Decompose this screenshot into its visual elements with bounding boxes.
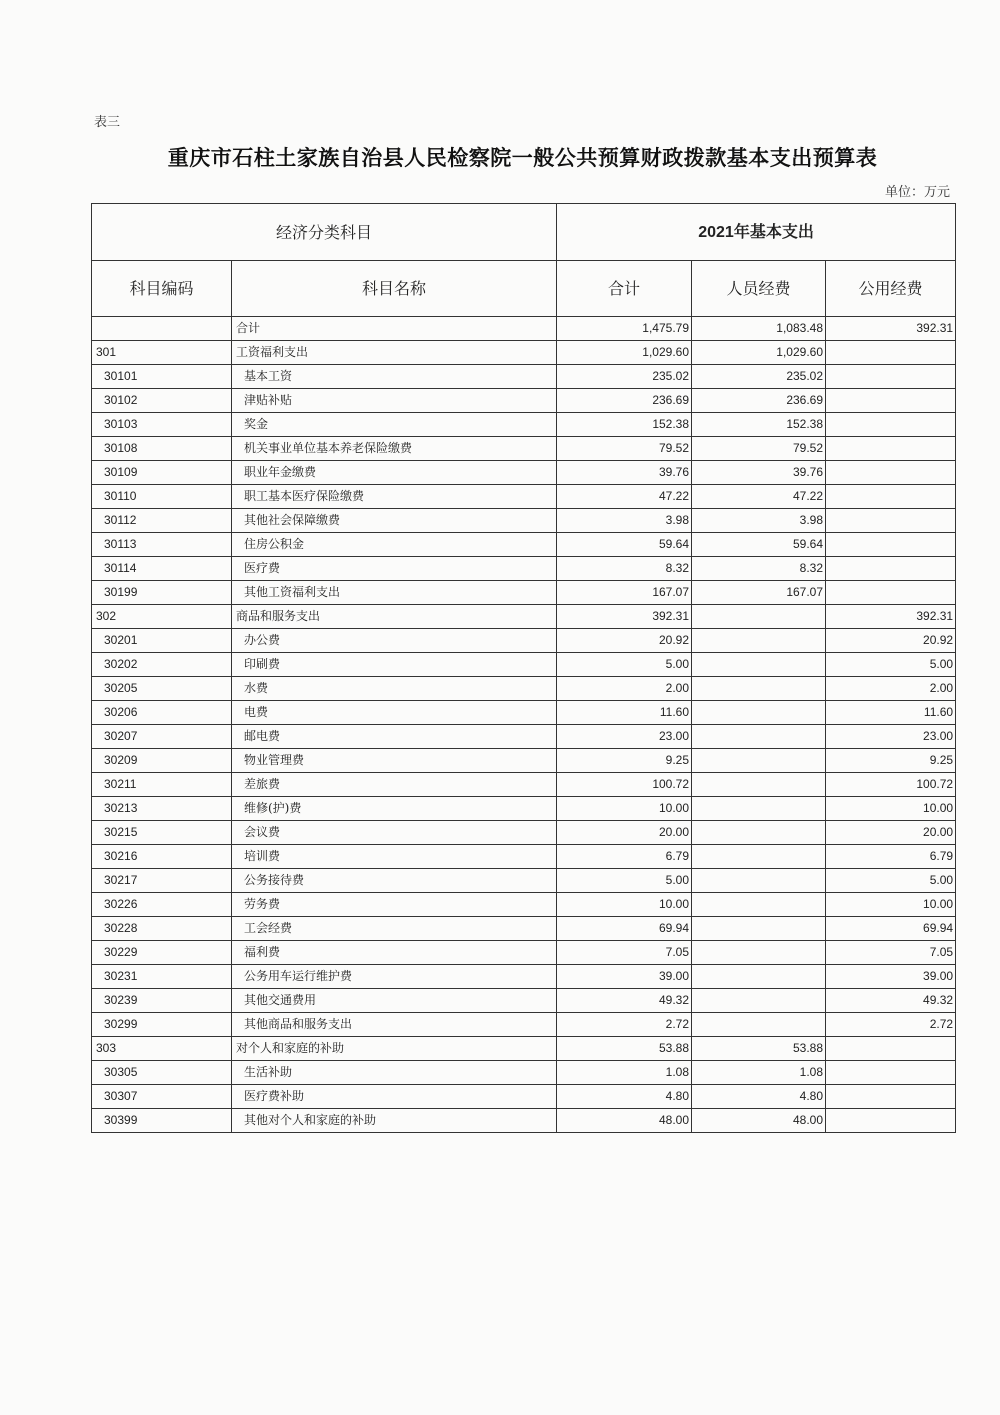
row-code: 30305	[92, 1061, 232, 1085]
row-total: 100.72	[557, 773, 692, 797]
row-total: 236.69	[557, 389, 692, 413]
row-public: 9.25	[826, 749, 956, 773]
row-code: 30202	[92, 653, 232, 677]
row-public: 392.31	[826, 317, 956, 341]
table-row	[92, 1109, 956, 1133]
table-row	[92, 533, 956, 557]
row-total: 8.32	[557, 557, 692, 581]
table-row	[92, 965, 956, 989]
row-code: 301	[92, 341, 232, 365]
row-total: 23.00	[557, 725, 692, 749]
row-personnel	[692, 821, 826, 845]
row-total: 11.60	[557, 701, 692, 725]
row-name: 职工基本医疗保险缴费	[232, 485, 557, 509]
row-personnel	[692, 701, 826, 725]
row-public	[826, 365, 956, 389]
table-row	[92, 509, 956, 533]
row-personnel	[692, 653, 826, 677]
row-name: 物业管理费	[232, 749, 557, 773]
row-public: 5.00	[826, 869, 956, 893]
row-total: 48.00	[557, 1109, 692, 1133]
row-personnel: 235.02	[692, 365, 826, 389]
row-public	[826, 581, 956, 605]
row-code: 303	[92, 1037, 232, 1061]
row-personnel	[692, 797, 826, 821]
row-name: 其他对个人和家庭的补助	[232, 1109, 557, 1133]
row-total: 47.22	[557, 485, 692, 509]
row-code: 30229	[92, 941, 232, 965]
row-total: 2.00	[557, 677, 692, 701]
table-label: 表三	[94, 115, 121, 130]
row-personnel: 53.88	[692, 1037, 826, 1061]
row-code: 30231	[92, 965, 232, 989]
table-row	[92, 749, 956, 773]
row-personnel	[692, 845, 826, 869]
row-personnel	[692, 989, 826, 1013]
row-name: 医疗费	[232, 557, 557, 581]
row-public	[826, 485, 956, 509]
row-personnel	[692, 605, 826, 629]
row-personnel: 3.98	[692, 509, 826, 533]
header-row-columns	[92, 261, 956, 317]
row-total: 152.38	[557, 413, 692, 437]
row-public: 2.72	[826, 1013, 956, 1037]
row-code: 30216	[92, 845, 232, 869]
table-row	[92, 1037, 956, 1061]
row-personnel: 59.64	[692, 533, 826, 557]
row-public	[826, 461, 956, 485]
header-year-group: 2021年基本支出	[557, 204, 956, 261]
table-row	[92, 629, 956, 653]
row-code: 30211	[92, 773, 232, 797]
row-total: 167.07	[557, 581, 692, 605]
row-total: 59.64	[557, 533, 692, 557]
row-total: 1,475.79	[557, 317, 692, 341]
header-personnel: 人员经费	[692, 261, 826, 317]
row-personnel	[692, 917, 826, 941]
table-row	[92, 557, 956, 581]
header-code: 科目编码	[92, 261, 232, 317]
table-row	[92, 797, 956, 821]
row-public	[826, 389, 956, 413]
row-public: 11.60	[826, 701, 956, 725]
row-personnel	[692, 677, 826, 701]
row-personnel: 48.00	[692, 1109, 826, 1133]
row-total: 39.76	[557, 461, 692, 485]
table-row	[92, 317, 956, 341]
row-total: 20.92	[557, 629, 692, 653]
row-name: 印刷费	[232, 653, 557, 677]
row-public: 10.00	[826, 797, 956, 821]
header-category: 经济分类科目	[92, 204, 557, 261]
table-row	[92, 653, 956, 677]
row-name: 奖金	[232, 413, 557, 437]
row-personnel	[692, 773, 826, 797]
table-row	[92, 845, 956, 869]
header-total: 合计	[557, 261, 692, 317]
row-public	[826, 1085, 956, 1109]
row-personnel: 167.07	[692, 581, 826, 605]
row-public: 20.00	[826, 821, 956, 845]
row-personnel: 152.38	[692, 413, 826, 437]
row-personnel: 8.32	[692, 557, 826, 581]
row-total: 79.52	[557, 437, 692, 461]
row-total: 1.08	[557, 1061, 692, 1085]
row-public: 6.79	[826, 845, 956, 869]
row-public: 49.32	[826, 989, 956, 1013]
row-name: 生活补助	[232, 1061, 557, 1085]
row-code: 30213	[92, 797, 232, 821]
row-code: 30110	[92, 485, 232, 509]
row-code: 30199	[92, 581, 232, 605]
row-public	[826, 437, 956, 461]
row-personnel	[692, 749, 826, 773]
row-public: 5.00	[826, 653, 956, 677]
row-code: 302	[92, 605, 232, 629]
row-total: 3.98	[557, 509, 692, 533]
row-name: 福利费	[232, 941, 557, 965]
row-personnel: 47.22	[692, 485, 826, 509]
row-code: 30114	[92, 557, 232, 581]
row-code: 30108	[92, 437, 232, 461]
row-name: 劳务费	[232, 893, 557, 917]
row-code: 30112	[92, 509, 232, 533]
row-total: 5.00	[557, 653, 692, 677]
row-total: 2.72	[557, 1013, 692, 1037]
row-public	[826, 1109, 956, 1133]
row-code: 30205	[92, 677, 232, 701]
row-personnel	[692, 893, 826, 917]
row-name: 职业年金缴费	[232, 461, 557, 485]
row-personnel: 236.69	[692, 389, 826, 413]
row-name: 邮电费	[232, 725, 557, 749]
table-row	[92, 677, 956, 701]
row-name: 差旅费	[232, 773, 557, 797]
row-personnel: 39.76	[692, 461, 826, 485]
row-public: 20.92	[826, 629, 956, 653]
row-personnel	[692, 941, 826, 965]
row-code: 30102	[92, 389, 232, 413]
row-public	[826, 1037, 956, 1061]
row-personnel: 1.08	[692, 1061, 826, 1085]
row-name: 培训费	[232, 845, 557, 869]
row-code: 30206	[92, 701, 232, 725]
row-name: 对个人和家庭的补助	[232, 1037, 557, 1061]
table-row	[92, 1013, 956, 1037]
row-public	[826, 1061, 956, 1085]
row-personnel	[692, 725, 826, 749]
row-name: 商品和服务支出	[232, 605, 557, 629]
row-personnel	[692, 1013, 826, 1037]
row-personnel	[692, 965, 826, 989]
row-public: 2.00	[826, 677, 956, 701]
row-code: 30201	[92, 629, 232, 653]
table-row	[92, 1061, 956, 1085]
row-name: 工资福利支出	[232, 341, 557, 365]
row-personnel: 1,083.48	[692, 317, 826, 341]
row-code: 30101	[92, 365, 232, 389]
budget-table	[91, 203, 956, 1133]
table-row	[92, 605, 956, 629]
row-total: 9.25	[557, 749, 692, 773]
table-row	[92, 893, 956, 917]
row-code: 30207	[92, 725, 232, 749]
row-code: 30113	[92, 533, 232, 557]
row-total: 4.80	[557, 1085, 692, 1109]
row-public	[826, 533, 956, 557]
row-name: 公务用车运行维护费	[232, 965, 557, 989]
row-personnel	[692, 629, 826, 653]
header-name: 科目名称	[232, 261, 557, 317]
row-code: 30109	[92, 461, 232, 485]
row-public: 100.72	[826, 773, 956, 797]
row-personnel: 79.52	[692, 437, 826, 461]
row-total: 53.88	[557, 1037, 692, 1061]
row-name: 工会经费	[232, 917, 557, 941]
table-row	[92, 1085, 956, 1109]
row-name: 基本工资	[232, 365, 557, 389]
row-name: 其他商品和服务支出	[232, 1013, 557, 1037]
table-row	[92, 461, 956, 485]
row-code: 30228	[92, 917, 232, 941]
header-public: 公用经费	[826, 261, 956, 317]
table-row	[92, 773, 956, 797]
row-name: 水费	[232, 677, 557, 701]
table-row	[92, 941, 956, 965]
row-name: 电费	[232, 701, 557, 725]
document-title: 重庆市石柱土家族自治县人民检察院一般公共预算财政拨款基本支出预算表	[167, 145, 878, 170]
row-total: 6.79	[557, 845, 692, 869]
row-name: 其他社会保障缴费	[232, 509, 557, 533]
row-code: 30239	[92, 989, 232, 1013]
row-total: 235.02	[557, 365, 692, 389]
row-public: 392.31	[826, 605, 956, 629]
row-name: 公务接待费	[232, 869, 557, 893]
table-row	[92, 821, 956, 845]
table-row	[92, 725, 956, 749]
row-total: 1,029.60	[557, 341, 692, 365]
unit-label: 单位：万元	[884, 185, 950, 200]
row-total: 10.00	[557, 797, 692, 821]
row-total: 392.31	[557, 605, 692, 629]
row-code: 30399	[92, 1109, 232, 1133]
row-code: 30215	[92, 821, 232, 845]
row-total: 10.00	[557, 893, 692, 917]
row-public: 10.00	[826, 893, 956, 917]
row-public	[826, 557, 956, 581]
row-personnel: 4.80	[692, 1085, 826, 1109]
row-personnel	[692, 869, 826, 893]
row-name: 会议费	[232, 821, 557, 845]
table-row	[92, 341, 956, 365]
row-code: 30217	[92, 869, 232, 893]
table-row	[92, 365, 956, 389]
row-public: 7.05	[826, 941, 956, 965]
row-public	[826, 413, 956, 437]
row-name: 其他工资福利支出	[232, 581, 557, 605]
row-public	[826, 509, 956, 533]
row-name: 住房公积金	[232, 533, 557, 557]
row-name: 合计	[232, 317, 557, 341]
row-total: 69.94	[557, 917, 692, 941]
table-body	[92, 317, 956, 1133]
row-name: 医疗费补助	[232, 1085, 557, 1109]
row-name: 机关事业单位基本养老保险缴费	[232, 437, 557, 461]
row-public: 39.00	[826, 965, 956, 989]
table-row	[92, 413, 956, 437]
row-code	[92, 317, 232, 341]
row-public	[826, 341, 956, 365]
row-code: 30307	[92, 1085, 232, 1109]
row-public: 23.00	[826, 725, 956, 749]
table-row	[92, 701, 956, 725]
table-row	[92, 869, 956, 893]
header-row-group	[92, 204, 956, 261]
table-row	[92, 437, 956, 461]
row-name: 维修(护)费	[232, 797, 557, 821]
row-code: 30226	[92, 893, 232, 917]
row-total: 7.05	[557, 941, 692, 965]
row-total: 20.00	[557, 821, 692, 845]
row-name: 办公费	[232, 629, 557, 653]
table-row	[92, 389, 956, 413]
row-personnel: 1,029.60	[692, 341, 826, 365]
table-row	[92, 581, 956, 605]
row-code: 30103	[92, 413, 232, 437]
row-code: 30299	[92, 1013, 232, 1037]
row-code: 30209	[92, 749, 232, 773]
row-name: 津贴补贴	[232, 389, 557, 413]
table-row	[92, 989, 956, 1013]
table-row	[92, 485, 956, 509]
table-row	[92, 917, 956, 941]
row-total: 39.00	[557, 965, 692, 989]
row-name: 其他交通费用	[232, 989, 557, 1013]
row-public: 69.94	[826, 917, 956, 941]
row-total: 5.00	[557, 869, 692, 893]
row-total: 49.32	[557, 989, 692, 1013]
